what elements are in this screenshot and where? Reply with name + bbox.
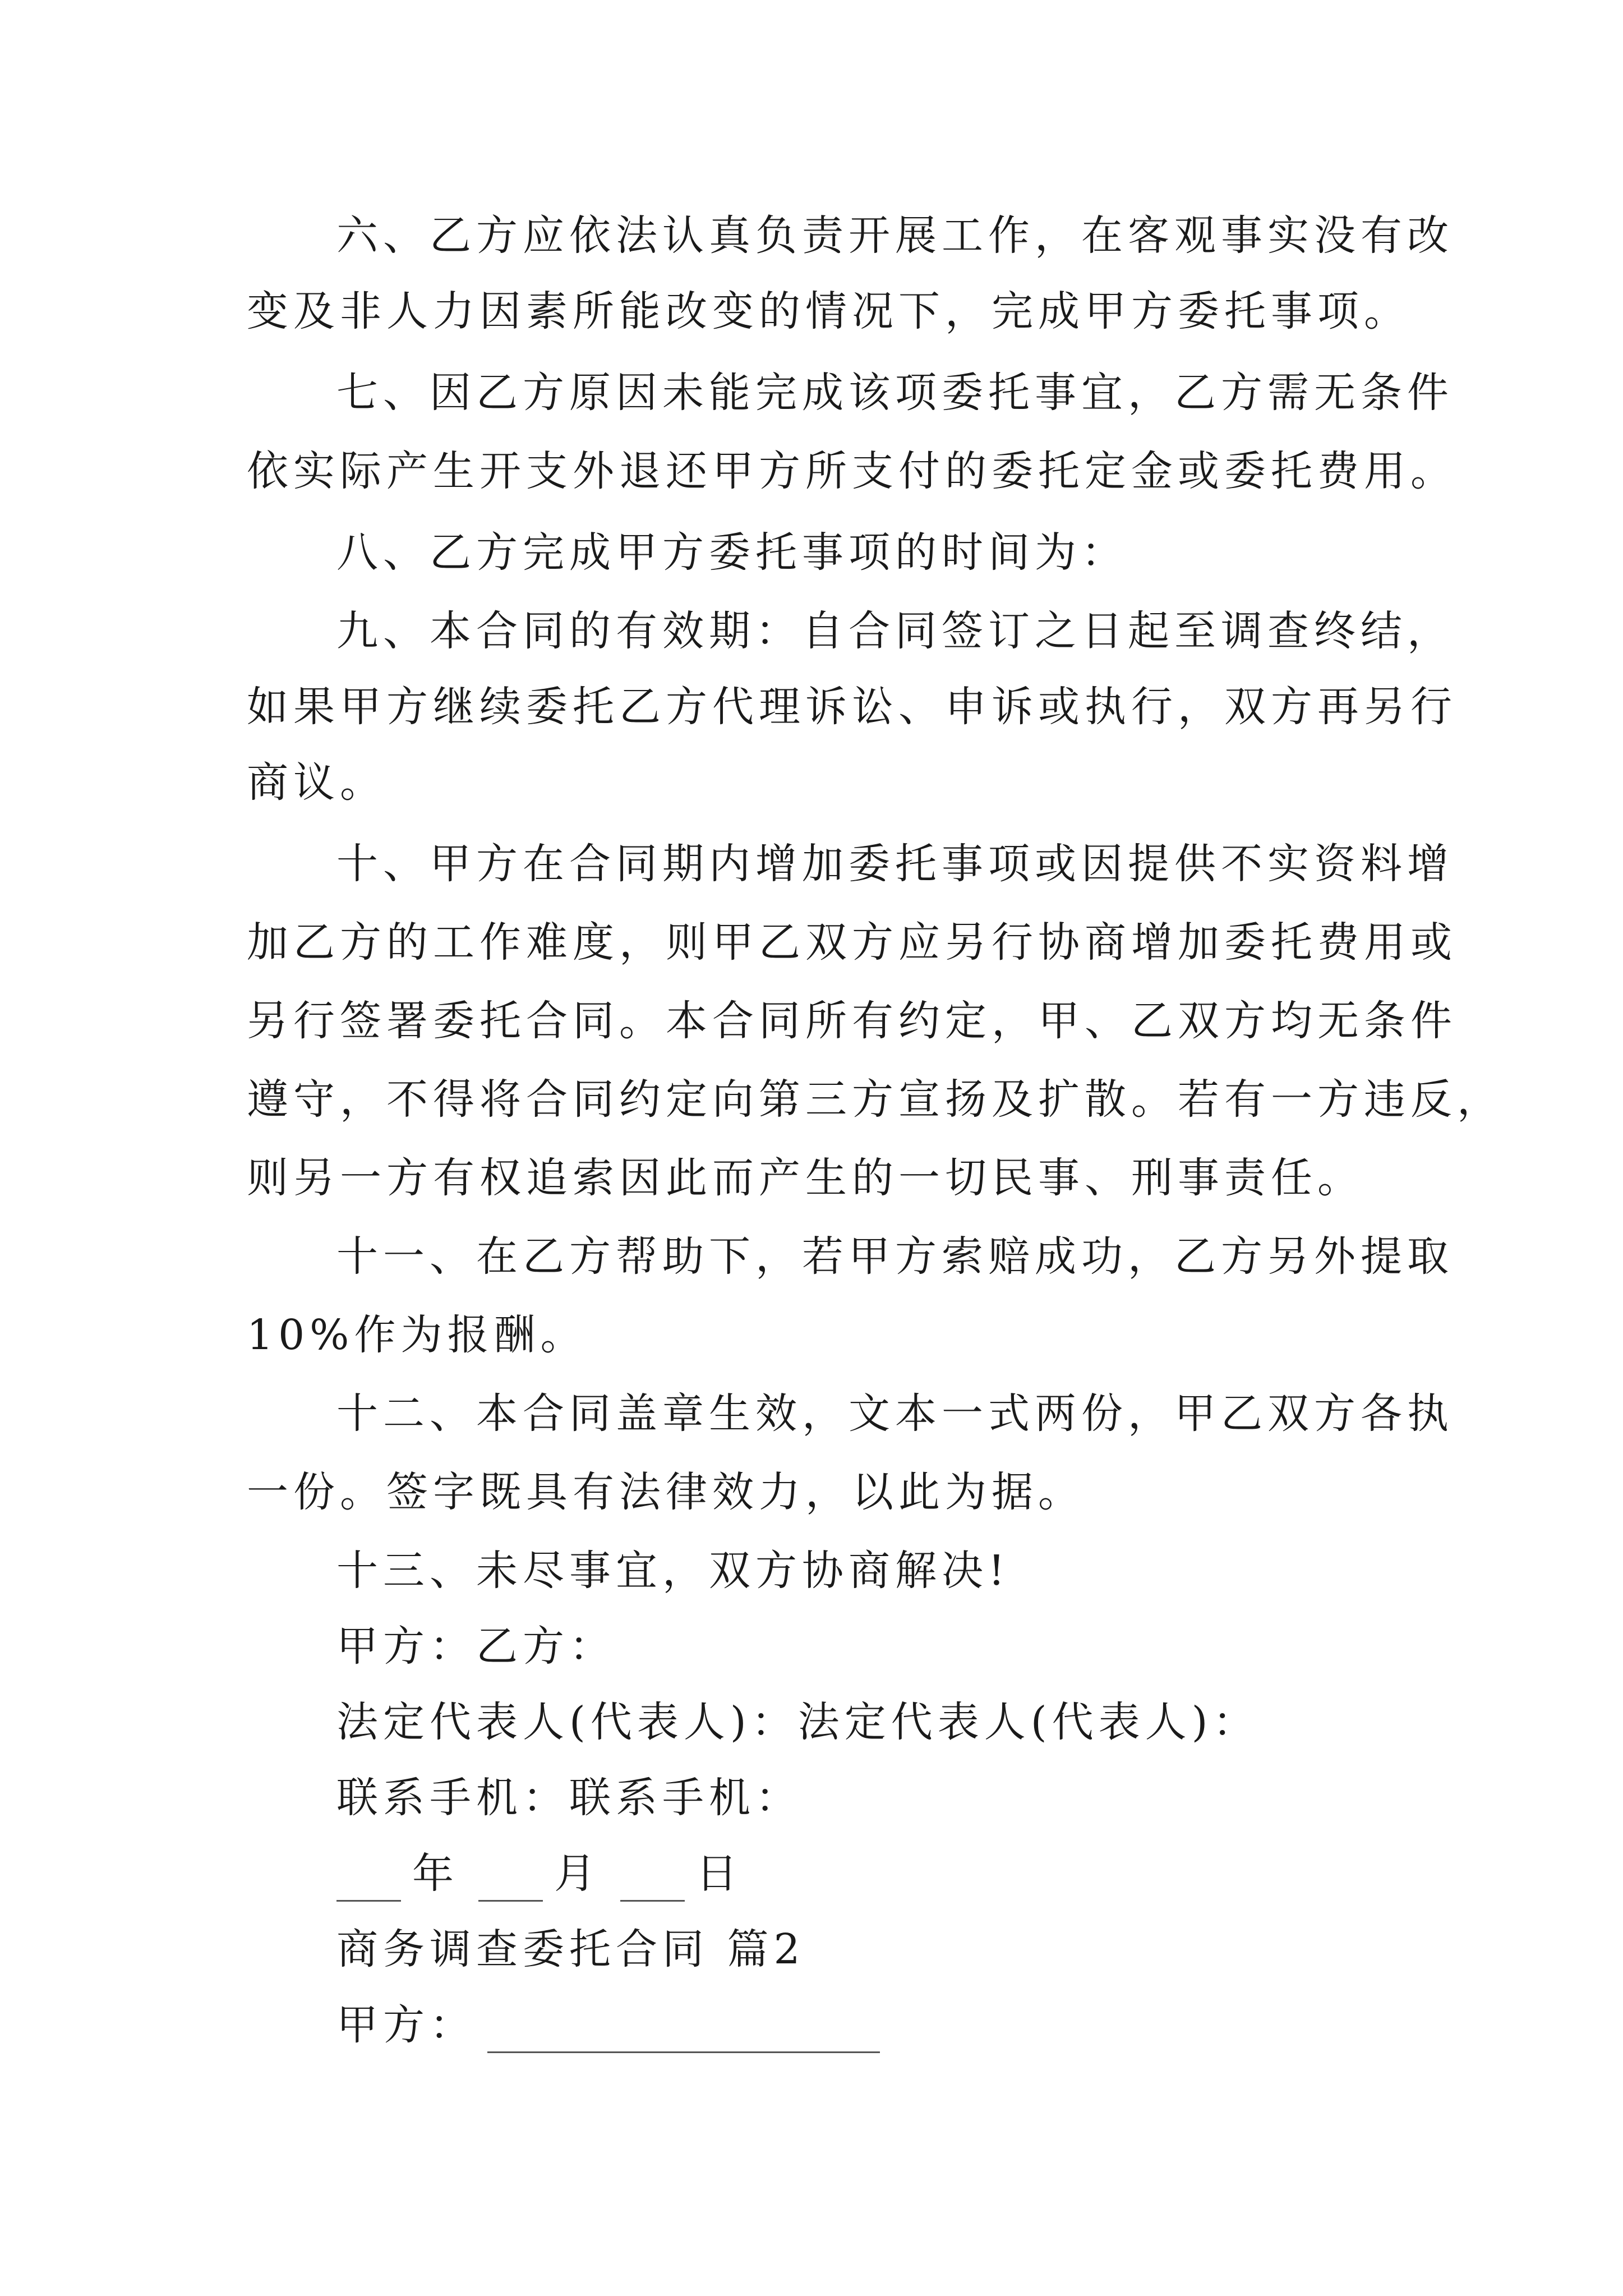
clause-10-line-4: 遵守，不得将合同约定向第三方宣扬及扩散。若有一方违反， (247, 1075, 1504, 1124)
signature-phones: 联系手机：联系手机： (336, 1774, 802, 1822)
day-blank (620, 1861, 685, 1902)
clause-12-line-2: 一份。签字既具有法律效力，以此为据。 (247, 1468, 1085, 1516)
month-label: 月 (554, 1849, 601, 1898)
year-label: 年 (412, 1849, 459, 1898)
clause-10-line-5: 则另一方有权追索因此而产生的一切民事、刑事责任。 (247, 1154, 1364, 1202)
clause-9-line-2: 如果甲方继续委托乙方代理诉讼、申诉或执行，双方再另行 (247, 683, 1457, 731)
clause-10-line-2: 加乙方的工作难度，则甲乙双方应另行协商增加委托费用或 (247, 918, 1457, 967)
clause-11-line-2: 10%作为报酬。 (247, 1311, 587, 1359)
clause-6-line-2: 变及非人力因素所能改变的情况下，完成甲方委托事项。 (247, 287, 1410, 335)
day-label: 日 (696, 1849, 743, 1898)
clause-10-line-1: 十、甲方在合同期内增加委托事项或因提供不实资料增 (336, 840, 1454, 888)
signature-representatives: 法定代表人(代表人)：法定代表人(代表人)： (336, 1698, 1260, 1746)
clause-12-line-1: 十二、本合同盖章生效，文本一式两份，甲乙双方各执 (336, 1389, 1454, 1438)
clause-7-line-2: 依实际产生开支外退还甲方所支付的委托定金或委托费用。 (247, 447, 1457, 495)
clause-7-line-1: 七、因乙方原因未能完成该项委托事宜，乙方需无条件 (336, 369, 1454, 417)
clause-13-line-1: 十三、未尽事宜，双方协商解决! (336, 1547, 1010, 1595)
clause-8-line-1: 八、乙方完成甲方委托事项的时间为： (336, 528, 1128, 577)
clause-10-line-3: 另行签署委托合同。本合同所有约定，甲、乙双方均无条件 (247, 997, 1457, 1045)
clause-11-line-1: 十一、在乙方帮助下，若甲方索赔成功，乙方另外提取 (336, 1232, 1454, 1281)
signature-parties: 甲方：乙方： (336, 1622, 616, 1671)
date-row (336, 1846, 743, 1902)
year-blank (336, 1861, 401, 1902)
party-a-row (336, 1997, 891, 2053)
section-title: 商务调查委托合同 篇2 (336, 1925, 805, 1973)
party-a-label: 甲方： (336, 2001, 476, 2049)
month-blank (478, 1861, 543, 1902)
clause-6-line-1: 六、乙方应依法认真负责开展工作，在客观事实没有改 (336, 211, 1454, 260)
party-a-blank (487, 2012, 880, 2053)
clause-9-line-1: 九、本合同的有效期：自合同签订之日起至调查终结， (336, 607, 1454, 655)
clause-9-line-3: 商议。 (247, 758, 386, 807)
